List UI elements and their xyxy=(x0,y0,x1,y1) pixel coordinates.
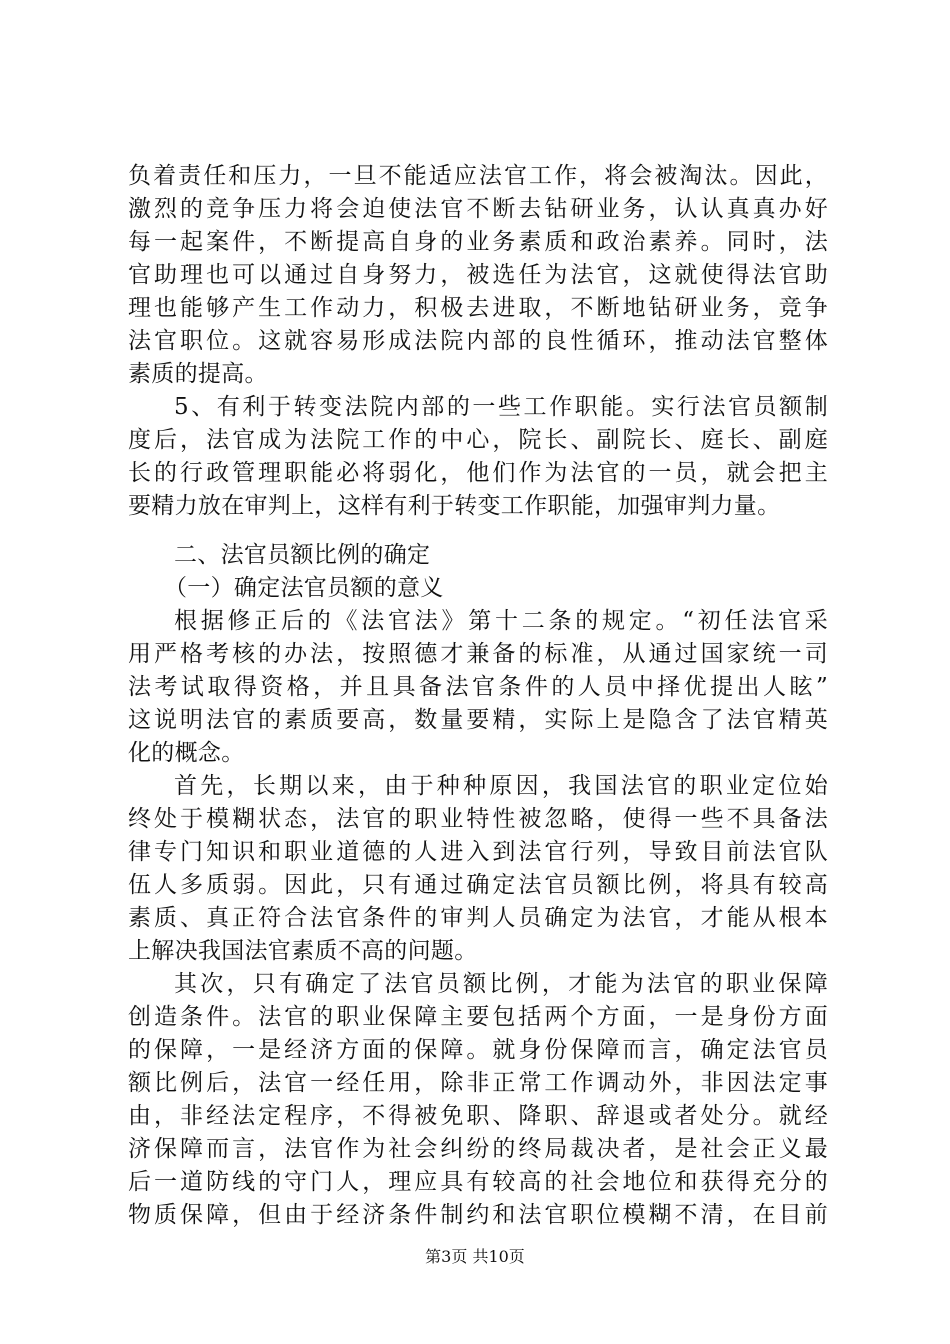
section-gap xyxy=(128,523,828,539)
text-line: 理也能够产生工作动力，积极去进取，不断地钻研业务，竞争 xyxy=(128,295,828,321)
page-number-label: 第3页 共10页 xyxy=(425,1247,525,1266)
text-line: 法官职位。这就容易形成法院内部的良性循环，推动法官整体 xyxy=(128,328,828,354)
text-line: 负着责任和压力，一旦不能适应法官工作，将会被淘汰。因此， xyxy=(128,163,828,189)
text-line: 额比例后，法官一经任用，除非正常工作调动外，非因法定事 xyxy=(128,1070,828,1096)
text-line: 官助理也可以通过自身努力，被选任为法官，这就使得法官助 xyxy=(128,262,828,288)
paragraph-start-line: 其次，只有确定了法官员额比例，才能为法官的职业保障 xyxy=(174,971,828,997)
text-line: 化的概念。 xyxy=(128,740,245,766)
paragraph-start-line: 根据修正后的《法官法》第十二条的规定。“初任法官采 xyxy=(174,608,828,634)
text-line: 济保障而言，法官作为社会纠纷的终局裁决者，是社会正义最 xyxy=(128,1136,828,1162)
text-line: 后一道防线的守门人，理应具有较高的社会地位和获得充分的 xyxy=(128,1169,828,1195)
text-line: 素质的提高。 xyxy=(128,361,268,387)
text-line: 的保障，一是经济方面的保障。就身份保障而言，确定法官员 xyxy=(128,1037,828,1063)
text-line: 每一起案件，不断提高自身的业务素质和政治素养。同时，法 xyxy=(128,229,828,255)
text-line: 创造条件。法官的职业保障主要包括两个方面，一是身份方面 xyxy=(128,1004,828,1030)
subsection-heading: （一）确定法官员额的意义 xyxy=(164,575,444,601)
text-line: 终处于模糊状态，法官的职业特性被忽略，使得一些不具备法 xyxy=(128,806,828,832)
text-line: 上解决我国法官素质不高的问题。 xyxy=(128,938,478,964)
page-footer xyxy=(0,1244,950,1267)
text-line: 长的行政管理职能必将弱化，他们作为法官的一员，就会把主 xyxy=(128,460,828,486)
text-line: 法考试取得资格，并且具备法官条件的人员中择优提出人眩” xyxy=(128,674,828,700)
text-line: 由，非经法定程序，不得被免职、降职、辞退或者处分。就经 xyxy=(128,1103,828,1129)
text-line: 激烈的竞争压力将会迫使法官不断去钻研业务，认认真真办好 xyxy=(128,196,828,222)
text-line: 素质、真正符合法官条件的审判人员确定为法官，才能从根本 xyxy=(128,905,828,931)
section-heading: 二、法官员额比例的确定 xyxy=(174,542,431,568)
text-line: 伍人多质弱。因此，只有通过确定法官员额比例，将具有较高 xyxy=(128,872,828,898)
text-line: 用严格考核的办法，按照德才兼备的标准，从通过国家统一司 xyxy=(128,641,828,667)
text-line: 要精力放在审判上，这样有利于转变工作职能，加强审判力量。 xyxy=(128,493,781,519)
paragraph-start-line: 首先，长期以来，由于种种原因，我国法官的职业定位始 xyxy=(174,773,828,799)
text-line: 度后，法官成为法院工作的中心，院长、副院长、庭长、副庭 xyxy=(128,427,828,453)
document-body xyxy=(128,160,828,1232)
text-line: 这说明法官的素质要高，数量要精，实际上是隐含了法官精英 xyxy=(128,707,828,733)
text-line: 律专门知识和职业道德的人进入到法官行列，导致目前法官队 xyxy=(128,839,828,865)
text-line: 物质保障，但由于经济条件制约和法官职位模糊不清，在目前 xyxy=(128,1202,828,1228)
paragraph-start-line: 5、有利于转变法院内部的一些工作职能。实行法官员额制 xyxy=(174,394,828,420)
